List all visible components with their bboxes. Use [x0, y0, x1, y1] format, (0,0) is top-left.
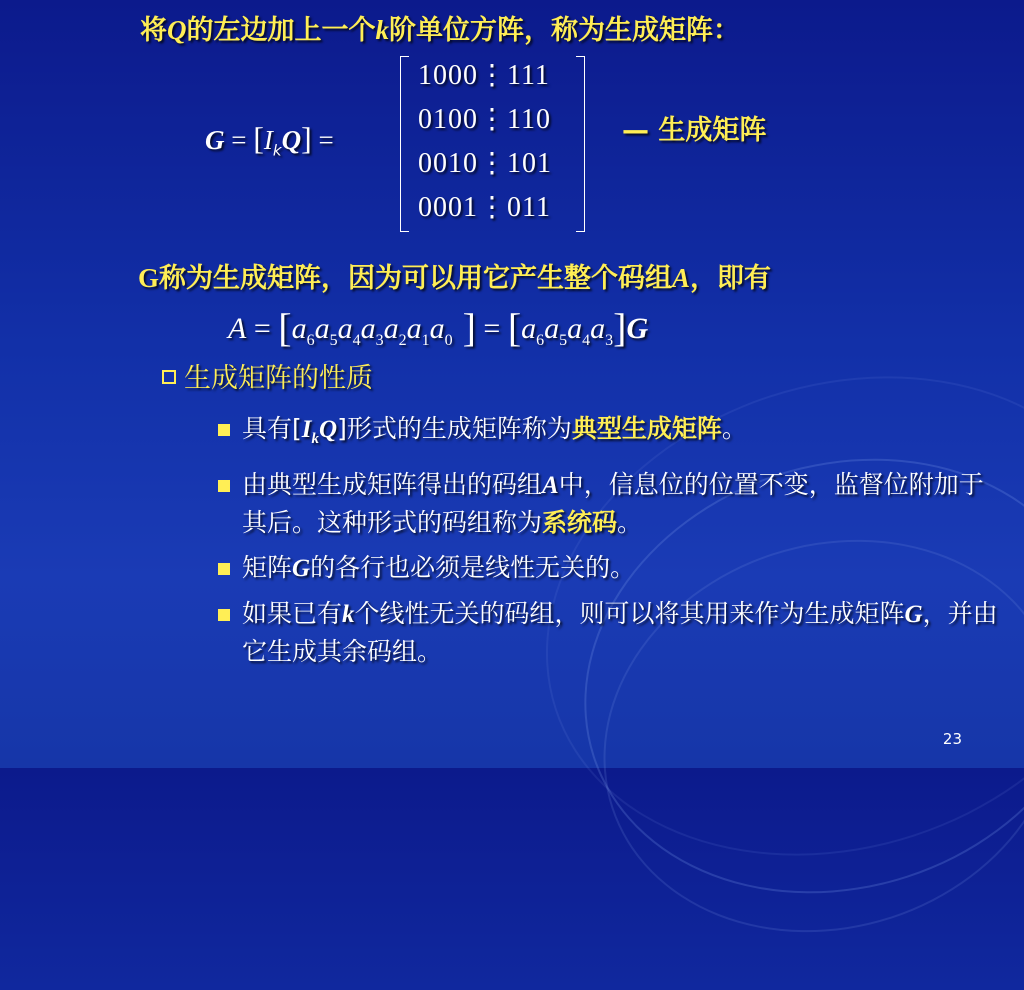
page-number: 23 — [942, 730, 962, 748]
generator-matrix — [400, 56, 585, 232]
subscript-k: k — [311, 431, 319, 447]
title-text: 将 — [140, 15, 167, 46]
right-bracket: ] — [301, 120, 312, 156]
description-text: ，即有 — [690, 263, 772, 294]
var-g: G — [205, 125, 225, 155]
title-line — [140, 8, 740, 47]
square-bullet-icon — [218, 480, 230, 492]
bullet-text: ，并由它生成其余码组。 — [242, 599, 998, 666]
list-item — [216, 595, 1006, 670]
var-q: Q — [167, 15, 187, 45]
var-q: Q — [281, 125, 302, 155]
bullet-text: 由典型生成矩阵得出的码组 — [242, 470, 543, 499]
square-bullet-icon — [218, 424, 230, 436]
var-a: A — [228, 312, 247, 345]
section-heading-text: 生成矩阵的性质 — [184, 363, 373, 394]
bullet-text: 具有[ — [242, 414, 302, 443]
square-bullet-icon — [218, 563, 230, 575]
matrix-row: 0010⋮101 — [418, 148, 552, 179]
bullet-text: 如果已有 — [242, 599, 343, 628]
left-bracket: [ — [253, 120, 264, 156]
info-symbols: $a_6a_5a_4a_3$ — [521, 312, 614, 349]
equals: = — [246, 312, 279, 345]
property-list — [216, 410, 1006, 678]
description-line — [138, 256, 771, 295]
var-g: G — [626, 312, 649, 345]
var-k: k — [342, 601, 355, 628]
list-item — [216, 410, 1006, 458]
matrix-row: 0100⋮110 — [418, 104, 551, 135]
right-bracket: ] — [613, 305, 627, 350]
title-text: 的左边加上一个 — [186, 15, 376, 46]
codeword-symbols: $a_6a_5a_4a_3a_2a_1a_0$ — [291, 312, 453, 349]
bullet-text: 中，信息位的位置不变，监督位附加于其后。这种形式的码组称为 — [242, 470, 984, 537]
matrix-right-bracket — [576, 56, 585, 232]
bullet-text: 矩阵 — [242, 553, 293, 582]
highlight-term: 系统码 — [542, 508, 618, 537]
generator-matrix-label: — 生成矩阵 — [622, 115, 767, 146]
var-g: G — [138, 263, 160, 293]
equals: = — [224, 125, 254, 155]
highlight-term: 典型生成矩阵 — [571, 414, 722, 443]
var-g: G — [904, 601, 923, 628]
title-text: 阶单位方阵，称为生成矩阵： — [389, 15, 740, 46]
var-q: Q — [319, 416, 338, 443]
var-a: A — [542, 472, 559, 499]
g-equation — [205, 120, 334, 159]
section-heading — [162, 356, 373, 395]
description-text: 称为生成矩阵，因为可以用它产生整个码组 — [159, 263, 673, 294]
var-g: G — [292, 555, 311, 582]
var-i: I — [263, 125, 273, 155]
left-bracket: [ — [278, 305, 292, 350]
matrix-row: 0001⋮011 — [418, 192, 551, 223]
list-item — [216, 549, 1006, 587]
equals: = — [311, 125, 334, 155]
equals: = — [475, 312, 508, 345]
square-bullet-icon — [218, 609, 230, 621]
bullet-text: 个线性无关的码组，则可以将其用来作为生成矩阵 — [354, 599, 905, 628]
var-i: I — [301, 416, 312, 443]
var-k: k — [375, 15, 389, 45]
matrix-left-bracket — [400, 56, 409, 232]
a-equation — [228, 304, 648, 351]
bullet-text: 。 — [721, 414, 747, 443]
bullet-text: ]形式的生成矩阵称为 — [337, 414, 572, 443]
matrix-row: 1000⋮111 — [418, 60, 550, 91]
bullet-text: 。 — [617, 508, 643, 537]
right-bracket: ] — [452, 305, 476, 350]
hollow-square-bullet-icon — [162, 370, 176, 384]
subscript-k: k — [272, 141, 282, 160]
var-a: A — [672, 263, 691, 293]
left-bracket: [ — [507, 305, 522, 350]
bullet-text: 的各行也必须是线性无关的。 — [310, 553, 636, 582]
list-item — [216, 466, 1006, 541]
